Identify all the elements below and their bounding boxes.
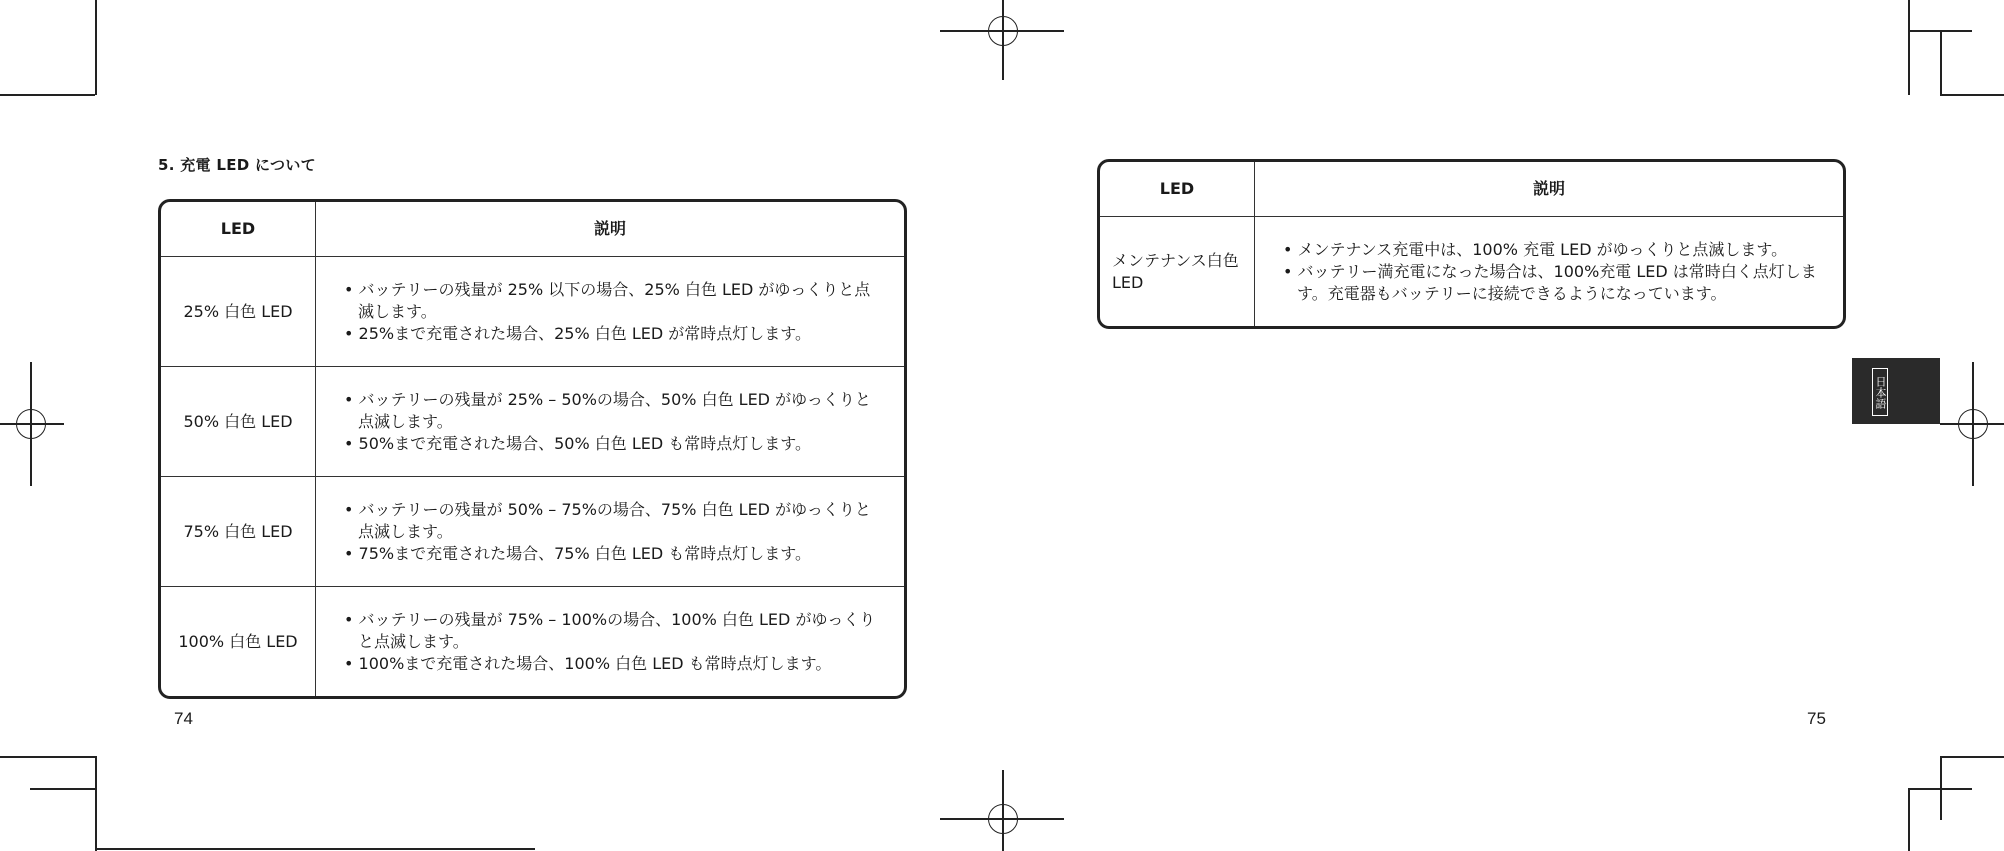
description-cell — [316, 587, 904, 696]
led-table-left — [158, 199, 907, 699]
description-line: • バッテリーの残量が 50% – 75%の場合、75% 白色 LED がゆっくりと点滅します。 — [344, 499, 884, 543]
table-row — [1100, 217, 1843, 326]
description-line: • バッテリーの残量が 25% – 50%の場合、50% 白色 LED がゆっくりと点滅します。 — [344, 389, 884, 433]
description-cell — [316, 477, 904, 587]
column-header-description: 説明 — [1255, 162, 1843, 217]
description-line: • 75%まで充電された場合、75% 白色 LED も常時点灯します。 — [344, 543, 884, 565]
table-row — [161, 367, 904, 477]
led-name-cell: 25% 白色 LED — [161, 257, 316, 367]
language-tab — [1852, 358, 1940, 424]
led-name-cell: 100% 白色 LED — [161, 587, 316, 696]
table-row — [161, 257, 904, 367]
language-tab-label: 日本語 — [1872, 368, 1888, 416]
section-title: 5. 充電 LED について — [158, 156, 316, 174]
description-line: • 100%まで充電された場合、100% 白色 LED も常時点灯します。 — [344, 653, 884, 675]
description-line: • バッテリーの残量が 75% – 100%の場合、100% 白色 LED がゆっくりと点滅します。 — [344, 609, 884, 653]
table-row — [161, 587, 904, 696]
column-header-led: LED — [1100, 162, 1255, 217]
led-name-cell: 75% 白色 LED — [161, 477, 316, 587]
column-header-description: 説明 — [316, 202, 904, 257]
column-header-led: LED — [161, 202, 316, 257]
description-cell — [316, 257, 904, 367]
description-line: • 25%まで充電された場合、25% 白色 LED が常時点灯します。 — [344, 323, 884, 345]
description-cell — [1255, 217, 1843, 326]
led-table-right — [1097, 159, 1846, 329]
page-number-left: 74 — [174, 709, 193, 728]
description-line: • 50%まで充電された場合、50% 白色 LED も常時点灯します。 — [344, 433, 884, 455]
description-line: • メンテナンス充電中は、100% 充電 LED がゆっくりと点滅します。 — [1283, 239, 1823, 261]
description-line: • バッテリー満充電になった場合は、100%充電 LED は常時白く点灯します。充電器もバッテリーに接続できるようになっています。 — [1283, 261, 1823, 305]
description-cell — [316, 367, 904, 477]
led-name-cell: 50% 白色 LED — [161, 367, 316, 477]
description-line: • バッテリーの残量が 25% 以下の場合、25% 白色 LED がゆっくりと点滅します。 — [344, 279, 884, 323]
led-name-cell: メンテナンス白色 LED — [1100, 217, 1255, 326]
page-number-right: 75 — [1807, 709, 1826, 728]
table-row — [161, 477, 904, 587]
